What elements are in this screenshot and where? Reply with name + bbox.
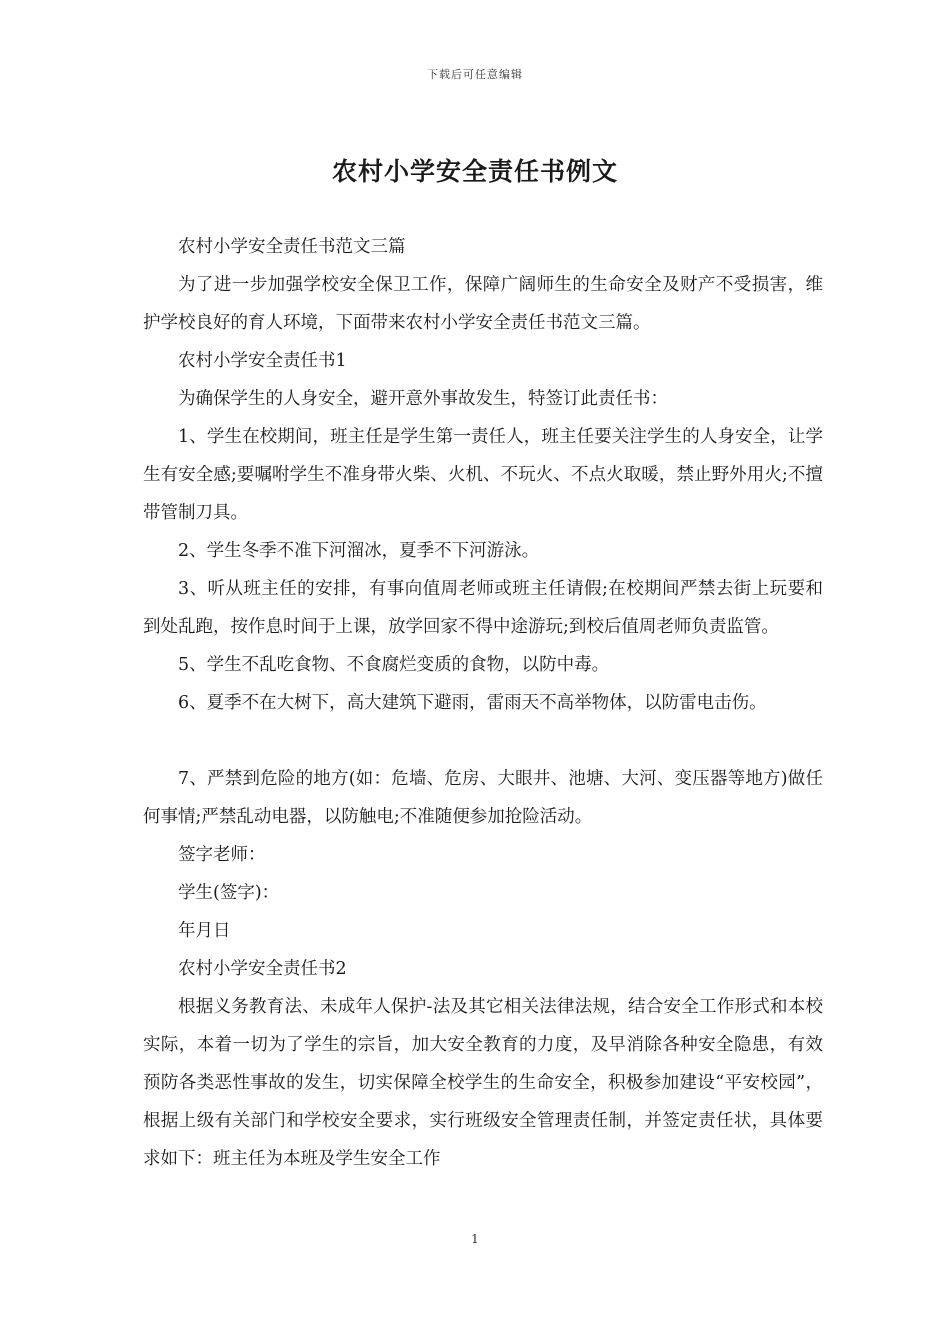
document-title: 农村小学安全责任书例文 (331, 157, 618, 186)
section-heading-1: 农村小学安全责任书1 (178, 351, 347, 371)
section-heading-2: 农村小学安全责任书2 (178, 959, 347, 979)
paragraph-section-2: 根据义务教育法、未成年人保护-法及其它相关法律法规，结合安全工作形式和本校实际，本着一切为了学生的宗旨，加大安全教育的力度，及早消除各种安全隐患，有效预防各类恶性事故的发生，切实保障全校学生的生命安全，积极参加建设“平安校园”，根据上级有关部门和学校安全要求，实行班级安全管理责任制，并签定责任状，具体要求如下：班主任为本班及学生安全工作 (143, 997, 823, 1169)
document-body (143, 228, 823, 1178)
rule-item-6: 6、夏季不在大树下，高大建筑下避雨，雷雨天不高举物体，以防雷电击伤。 (178, 693, 767, 713)
header-note: 下载后可任意编辑 (427, 68, 523, 81)
page-number: 1 (471, 1232, 479, 1246)
paragraph-purpose: 为确保学生的人身安全，避开意外事故发生，特签订此责任书： (178, 389, 668, 409)
rule-item-2: 2、学生冬季不准下河溜冰，夏季不下河游泳。 (178, 541, 540, 561)
paragraph-intro: 为了进一步加强学校安全保卫工作，保障广阔师生的生命安全及财产不受损害，维护学校良好的育人环境，下面带来农村小学安全责任书范文三篇。 (143, 275, 823, 333)
signature-student: 学生(签字)： (178, 883, 280, 903)
rule-item-5: 5、学生不乱吃食物、不食腐烂变质的食物，以防中毒。 (178, 655, 610, 675)
rule-item-1: 1、学生在校期间，班主任是学生第一责任人，班主任要关注学生的人身安全，让学生有安全感;要嘱咐学生不准身带火柴、火机、不玩火、不点火取暖，禁止野外用火;不擅带管制刀具。 (143, 427, 823, 523)
rule-item-3: 3、听从班主任的安排，有事向值周老师或班主任请假;在校期间严禁去街上玩要和到处乱跑，按作息时间于上课，放学回家不得中途游玩;到校后值周老师负责监管。 (143, 579, 823, 637)
signature-teacher: 签字老师： (178, 845, 266, 865)
paragraph-subtitle: 农村小学安全责任书范文三篇 (178, 237, 406, 257)
signature-date: 年月日 (178, 921, 231, 941)
rule-item-7: 7、严禁到危险的地方(如：危墙、危房、大眼井、池塘、大河、变压器等地方)做任何事情;严禁乱动电器，以防触电;不准随便参加抢险活动。 (143, 769, 823, 827)
